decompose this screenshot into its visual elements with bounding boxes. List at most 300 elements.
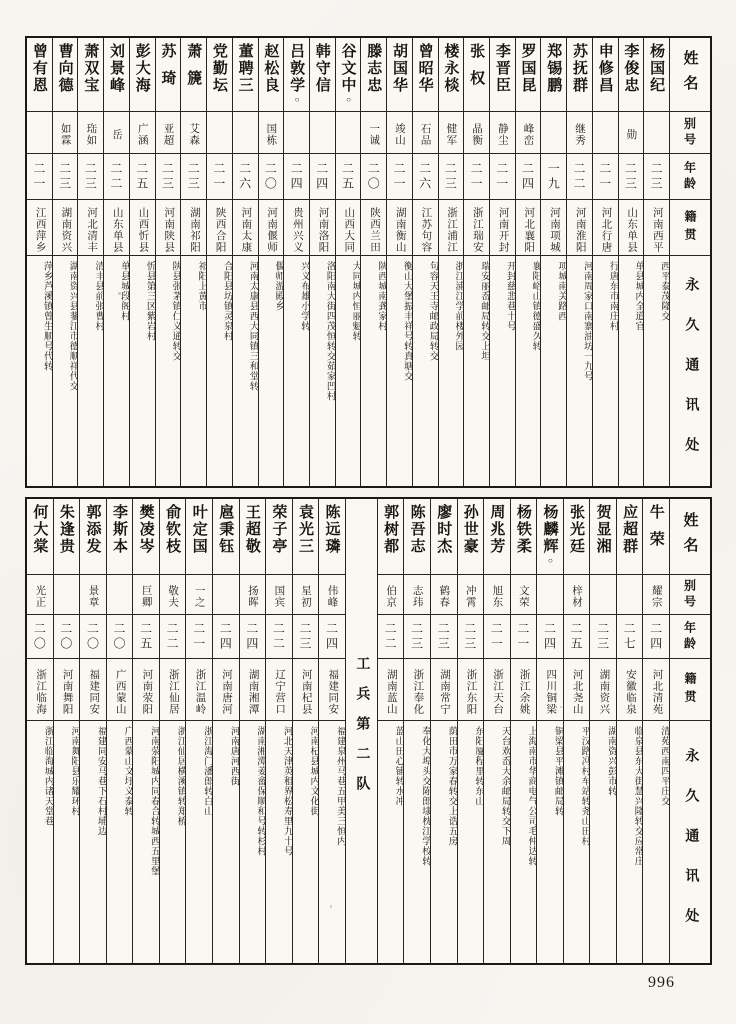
person-address: 福建泉州马巷五甲美三恒内 xyxy=(334,726,345,846)
person-alias: 竣山 xyxy=(387,112,412,154)
person-origin: 山西忻县 xyxy=(130,200,155,256)
person-address: 奉化大埠头交陈郎埭枕江学校转 xyxy=(419,726,430,866)
person-age: 二〇 xyxy=(361,154,386,200)
person-origin: 浙江仙居 xyxy=(160,659,186,721)
person-name-text: 曹向德 xyxy=(56,43,73,94)
person-address: 湖南湘潭姜畲保顺和号转杉村 xyxy=(255,726,266,856)
person-alias xyxy=(310,112,335,154)
person-column xyxy=(593,38,619,486)
person-origin: 浙江奉化 xyxy=(404,659,430,721)
person-alias: 晶衡 xyxy=(464,112,489,154)
person-origin: 福建同安 xyxy=(319,659,345,721)
person-name xyxy=(104,38,129,112)
person-alias: 伟峰 xyxy=(319,575,345,615)
person-column xyxy=(130,38,156,486)
person-address: 河南周家口南寨油坊一九号 xyxy=(581,261,592,381)
person-origin: 山东单县 xyxy=(619,200,644,256)
person-name-text: 胡国华 xyxy=(390,43,407,94)
person-column xyxy=(336,38,362,486)
person-column xyxy=(160,499,187,963)
person-alias: 耀宗 xyxy=(643,575,669,615)
person-address: 荫田市万家春转交上诰五房 xyxy=(446,726,457,846)
person-column xyxy=(266,499,293,963)
person-column xyxy=(319,499,346,963)
person-name-text: 廖时杰 xyxy=(435,504,452,555)
person-origin: 河南洛阳 xyxy=(310,200,335,256)
person-origin: 河南开封 xyxy=(490,200,515,256)
person-name xyxy=(240,499,266,575)
person-column xyxy=(537,499,564,963)
person-origin: 辽宁营口 xyxy=(266,659,292,721)
person-column xyxy=(590,499,617,963)
person-alias: 志玮 xyxy=(404,575,430,615)
person-age: 二四 xyxy=(319,615,345,659)
person-name-text: 周兆芳 xyxy=(488,504,505,555)
person-address: 衡山大堡振丰祥号转真塘交 xyxy=(401,261,412,381)
person-column xyxy=(259,38,285,486)
person-column xyxy=(431,499,458,963)
person-alias: 亚超 xyxy=(156,112,181,154)
person-name-text: 郭树都 xyxy=(382,504,399,555)
person-age: 二〇 xyxy=(54,615,80,659)
person-name-text: 叶定国 xyxy=(190,504,207,555)
person-name-text: 滕志忠 xyxy=(365,43,382,94)
person-column xyxy=(293,499,320,963)
person-age: 二〇 xyxy=(27,615,53,659)
header-name: 姓名 xyxy=(670,499,710,575)
person-origin: 河北行唐 xyxy=(593,200,618,256)
unit-designation-column xyxy=(346,499,378,963)
person-origin: 浙江浦江 xyxy=(439,200,464,256)
person-origin: 贵州兴义 xyxy=(284,200,309,256)
person-age: 二〇 xyxy=(259,154,284,200)
person-age: 二六 xyxy=(233,154,258,200)
person-origin: 河南太康 xyxy=(233,200,258,256)
person-address: 合阳县坊镇灵泉村 xyxy=(221,261,232,341)
person-address: 项城南关路西 xyxy=(556,261,567,321)
person-name xyxy=(484,499,510,575)
person-alias: 景章 xyxy=(80,575,106,615)
person-alias: 勋 xyxy=(619,112,644,154)
person-origin: 湖南祁阳 xyxy=(181,200,206,256)
person-column xyxy=(404,499,431,963)
person-origin: 浙江余姚 xyxy=(511,659,537,721)
person-name xyxy=(336,38,361,112)
person-alias: 一之 xyxy=(186,575,212,615)
person-alias: 艾森 xyxy=(181,112,206,154)
person-alias xyxy=(27,112,52,154)
person-alias: 峰峦 xyxy=(516,112,541,154)
person-origin: 湖南资兴 xyxy=(590,659,616,721)
person-column xyxy=(284,38,310,486)
person-address: 陕县张茅镇仁义通转交 xyxy=(170,261,181,361)
person-age: 二一 xyxy=(593,154,618,200)
person-column xyxy=(361,38,387,486)
person-address: 句容天王寺邮政局转交 xyxy=(427,261,438,361)
person-name-text: 刘景峰 xyxy=(108,43,125,94)
person-origin: 江西萍乡 xyxy=(27,200,52,256)
person-column xyxy=(387,38,413,486)
person-origin: 山西大同 xyxy=(336,200,361,256)
person-address: 湖南资兴彭市转 xyxy=(605,726,616,796)
person-age: 二四 xyxy=(516,154,541,200)
person-name-text: 牛荣 xyxy=(647,504,664,558)
person-name xyxy=(541,38,566,112)
person-age: 二三 xyxy=(458,615,484,659)
person-age: 一九 xyxy=(541,154,566,200)
person-name-text: 赵松良 xyxy=(262,43,279,94)
person-alias: 光正 xyxy=(27,575,53,615)
person-name-text: 袁光三 xyxy=(296,504,313,555)
header-column xyxy=(670,499,710,963)
person-name xyxy=(207,38,232,112)
person-address: 湖南资兴县蓼江市德顺祥代交 xyxy=(67,261,78,391)
person-name xyxy=(464,38,489,112)
person-origin: 四川铜梁 xyxy=(537,659,563,721)
person-name-text: 韩守信 xyxy=(313,43,330,94)
person-age: 二三 xyxy=(590,615,616,659)
person-name-text: 朱逢贵 xyxy=(57,504,74,555)
person-alias xyxy=(336,112,361,154)
person-age: 二三 xyxy=(293,615,319,659)
person-column xyxy=(53,38,79,486)
person-address: 福建同安马巷下石村埔边 xyxy=(95,726,106,836)
person-name xyxy=(619,38,644,112)
person-address: 广西蒙山文圩义泰转 xyxy=(122,726,133,816)
person-name-text: 陈吾志 xyxy=(408,504,425,555)
person-column xyxy=(80,499,107,963)
person-age: 二四 xyxy=(284,154,309,200)
person-name-text: 孙世豪 xyxy=(461,504,478,555)
person-name xyxy=(156,38,181,112)
person-age: 二三 xyxy=(181,154,206,200)
person-alias: 一诚 xyxy=(361,112,386,154)
person-column xyxy=(156,38,182,486)
person-name xyxy=(617,499,643,575)
person-origin: 浙江瑞安 xyxy=(464,200,489,256)
person-name-text: 李斯本 xyxy=(111,504,128,555)
person-column xyxy=(617,499,644,963)
person-age: 二三 xyxy=(156,154,181,200)
person-name-text: 陈远璘 xyxy=(323,504,340,555)
person-name-text: 谷文中 xyxy=(339,43,356,94)
header-alias: 别号 xyxy=(670,112,710,154)
person-alias xyxy=(590,575,616,615)
person-name xyxy=(80,499,106,575)
person-name xyxy=(490,38,515,112)
unit-designation-label: 工兵第二队 xyxy=(354,656,370,806)
person-name-text: 楼永棪 xyxy=(442,43,459,94)
person-alias: 国栋 xyxy=(259,112,284,154)
person-age: 二一 xyxy=(464,154,489,200)
person-origin: 河南西平 xyxy=(644,200,669,256)
person-column xyxy=(378,499,405,963)
person-origin: 河南杞县 xyxy=(293,659,319,721)
person-name xyxy=(413,38,438,112)
person-age: 二四 xyxy=(643,615,669,659)
person-name xyxy=(78,38,103,112)
person-alias xyxy=(617,575,643,615)
person-alias: 巨卿 xyxy=(133,575,159,615)
person-name xyxy=(107,499,133,575)
person-name xyxy=(160,499,186,575)
person-column xyxy=(516,38,542,486)
person-name-text: 罗国昆 xyxy=(519,43,536,94)
header-origin: 籍贯 xyxy=(670,200,710,256)
person-address: 单县城内全道官 xyxy=(633,261,644,331)
person-age: 二四 xyxy=(213,615,239,659)
person-origin: 河南偃师 xyxy=(259,200,284,256)
person-name-text: 李晋臣 xyxy=(493,43,510,94)
person-alias xyxy=(644,112,669,154)
person-alias: 继秀 xyxy=(567,112,592,154)
header-address: 永久通讯处 xyxy=(683,748,699,948)
person-alias xyxy=(284,112,309,154)
person-origin: 陕西合阳 xyxy=(207,200,232,256)
person-address: 浙江临海城内诸天堂巷 xyxy=(42,726,53,826)
person-name-text: 郭添发 xyxy=(84,504,101,555)
person-column xyxy=(181,38,207,486)
person-alias: 国宾 xyxy=(266,575,292,615)
person-name xyxy=(293,499,319,575)
person-name xyxy=(266,499,292,575)
person-alias: 健军 xyxy=(439,112,464,154)
person-column xyxy=(240,499,267,963)
person-alias xyxy=(537,575,563,615)
person-name xyxy=(319,499,345,575)
person-name-text: 樊凌岑 xyxy=(137,504,154,555)
name-annotation-mark: ○ xyxy=(545,556,555,565)
person-column xyxy=(104,38,130,486)
person-name-text: 扈秉钰 xyxy=(217,504,234,555)
person-origin: 河南舞阳 xyxy=(54,659,80,721)
roster-table-top xyxy=(25,36,712,488)
person-name-text: 荣子亭 xyxy=(270,504,287,555)
person-name xyxy=(53,38,78,112)
person-address: 河南舞阳县乐耀环村 xyxy=(69,726,80,816)
header-age: 年龄 xyxy=(670,615,710,659)
person-alias: 敬夫 xyxy=(160,575,186,615)
header-name: 姓名 xyxy=(670,38,710,112)
person-alias: 石品 xyxy=(413,112,438,154)
person-column xyxy=(213,499,240,963)
person-age: 二二 xyxy=(567,154,592,200)
person-column xyxy=(490,38,516,486)
person-name-text: 吕敦学 xyxy=(288,43,305,94)
person-address: 祁阳上黄市 xyxy=(196,261,207,311)
person-age: 二一 xyxy=(207,154,232,200)
person-alias: 鹤春 xyxy=(431,575,457,615)
person-address: 浙江浦江学前楼外园 xyxy=(453,261,464,351)
person-name-text: 杨铁柔 xyxy=(514,504,531,555)
person-column xyxy=(233,38,259,486)
person-origin: 河北襄阳 xyxy=(516,200,541,256)
person-column xyxy=(107,499,134,963)
person-address: 河南荥阳城内同春合转城西五里堡 xyxy=(148,726,159,876)
person-name-text: 苏抚群 xyxy=(570,43,587,94)
person-origin: 广西蒙山 xyxy=(107,659,133,721)
person-name xyxy=(644,38,669,112)
person-alias xyxy=(107,575,133,615)
person-origin: 河北清苑 xyxy=(643,659,669,721)
person-age: 二〇 xyxy=(80,615,106,659)
person-age: 二三 xyxy=(78,154,103,200)
person-column xyxy=(458,499,485,963)
person-alias xyxy=(233,112,258,154)
person-address: 清丰县前张曹村 xyxy=(93,261,104,331)
person-address: 天台欢岙大余邮局转交下周 xyxy=(499,726,510,846)
person-age: 二六 xyxy=(413,154,438,200)
header-alias: 别号 xyxy=(670,575,710,615)
person-column xyxy=(133,499,160,963)
person-name xyxy=(593,38,618,112)
person-origin: 河南唐河 xyxy=(213,659,239,721)
person-origin: 河南荥阳 xyxy=(133,659,159,721)
person-address: 西平泰茂隆交 xyxy=(659,261,669,321)
header-age: 年龄 xyxy=(670,154,710,200)
person-age: 二一 xyxy=(186,615,212,659)
person-name xyxy=(54,499,80,575)
person-age: 二二 xyxy=(266,615,292,659)
person-name-text: 萧双宝 xyxy=(82,43,99,94)
person-name-text: 杨麟辉 xyxy=(541,504,558,555)
person-age: 二五 xyxy=(130,154,155,200)
person-age: 二三 xyxy=(431,615,457,659)
roster-table-bottom xyxy=(25,497,712,965)
person-address: 平汉路冯村车站转尧山田村 xyxy=(579,726,590,846)
person-name xyxy=(537,499,563,575)
person-name-text: 张光廷 xyxy=(568,504,585,555)
person-name xyxy=(458,499,484,575)
person-column xyxy=(186,499,213,963)
person-address: 陕西城南龚家村 xyxy=(376,261,387,331)
person-age: 二三 xyxy=(53,154,78,200)
person-origin: 陕西兰田 xyxy=(361,200,386,256)
person-name xyxy=(378,499,404,575)
person-name xyxy=(186,499,212,575)
person-age: 二四 xyxy=(537,615,563,659)
person-column xyxy=(643,499,670,963)
person-alias: 星初 xyxy=(293,575,319,615)
person-origin: 河南陕县 xyxy=(156,200,181,256)
person-address: 浙江仙居横溪镇转郑桥 xyxy=(175,726,186,826)
person-name xyxy=(233,38,258,112)
person-name-text: 何大棠 xyxy=(31,504,48,555)
person-origin: 河南项城 xyxy=(541,200,566,256)
header-origin: 籍贯 xyxy=(670,659,710,721)
person-age: 二五 xyxy=(336,154,361,200)
person-age: 二四 xyxy=(240,615,266,659)
person-alias xyxy=(54,575,80,615)
person-column xyxy=(207,38,233,486)
person-name xyxy=(259,38,284,112)
person-name-text: 曾有恩 xyxy=(30,43,47,94)
person-age: 二三 xyxy=(439,154,464,200)
person-age: 二一 xyxy=(490,154,515,200)
person-age: 二七 xyxy=(617,615,643,659)
person-origin: 浙江天台 xyxy=(484,659,510,721)
person-name xyxy=(213,499,239,575)
person-name-text: 董聘三 xyxy=(236,43,253,94)
header-address: 永久通讯处 xyxy=(683,277,699,477)
person-origin: 湖南衡山 xyxy=(387,200,412,256)
scan-speck xyxy=(118,292,121,295)
person-name xyxy=(181,38,206,112)
header-column xyxy=(670,38,710,486)
person-address: 河南唐河西街 xyxy=(228,726,239,786)
person-address: 洛阳南大街四茂恒转交茹家凹村 xyxy=(324,261,335,401)
person-address: 蓝山田心铺转水冲 xyxy=(393,726,404,806)
person-origin: 河北清丰 xyxy=(78,200,103,256)
scan-speck xyxy=(330,905,332,908)
person-age: 二〇 xyxy=(107,615,133,659)
person-column xyxy=(511,499,538,963)
person-origin: 湖南湘潭 xyxy=(240,659,266,721)
person-age: 二一 xyxy=(484,615,510,659)
scan-speck xyxy=(560,706,562,708)
person-origin: 浙江临海 xyxy=(27,659,53,721)
person-age: 二三 xyxy=(404,615,430,659)
person-name-text: 王超敬 xyxy=(243,504,260,555)
person-address: 行唐东市南庄村 xyxy=(607,261,618,331)
person-column xyxy=(541,38,567,486)
person-address: 浙江海门潘郎转白山 xyxy=(202,726,212,816)
person-name-text: 党勤坛 xyxy=(210,43,227,94)
person-name-text: 曾昭华 xyxy=(416,43,433,94)
person-name-text: 李俊忠 xyxy=(622,43,639,94)
person-alias xyxy=(207,112,232,154)
person-column xyxy=(564,499,591,963)
person-alias: 梓材 xyxy=(564,575,590,615)
person-alias: 文荣 xyxy=(511,575,537,615)
person-address: 河南太康县西大同镇三和堂转 xyxy=(247,261,258,391)
person-age: 二五 xyxy=(133,615,159,659)
person-name xyxy=(130,38,155,112)
person-column xyxy=(78,38,104,486)
person-age: 二一 xyxy=(27,154,52,200)
person-name xyxy=(27,499,53,575)
person-origin: 河南淮阳 xyxy=(567,200,592,256)
person-alias xyxy=(213,575,239,615)
person-origin: 河北尧山 xyxy=(564,659,590,721)
person-alias: 扬晖 xyxy=(240,575,266,615)
person-address: 上海南市华商电气公司毛仲达转 xyxy=(526,726,537,866)
person-name xyxy=(590,499,616,575)
person-alias: 珤如 xyxy=(78,112,103,154)
person-alias: 广涵 xyxy=(130,112,155,154)
person-name-text: 萧篪 xyxy=(185,43,202,97)
person-age: 二二 xyxy=(104,154,129,200)
name-annotation-mark: ○ xyxy=(292,95,302,104)
person-column xyxy=(439,38,465,486)
person-age: 二四 xyxy=(310,154,335,200)
person-name-text: 苏琦 xyxy=(159,43,176,97)
person-name-text: 杨国纪 xyxy=(648,43,665,94)
person-origin: 湖南常宁 xyxy=(431,659,457,721)
person-name-text: 张权 xyxy=(468,43,485,97)
person-origin: 浙江东阳 xyxy=(458,659,484,721)
person-column xyxy=(310,38,336,486)
person-address: 河北天津英租界松寿里九十号 xyxy=(281,726,292,856)
person-origin: 江苏句容 xyxy=(413,200,438,256)
person-age: 二一 xyxy=(511,615,537,659)
person-address: 东阳厦程里转东山 xyxy=(473,726,484,806)
person-column xyxy=(464,38,490,486)
person-column xyxy=(619,38,645,486)
person-name xyxy=(284,38,309,112)
person-alias: 冲霄 xyxy=(458,575,484,615)
person-name xyxy=(564,499,590,575)
